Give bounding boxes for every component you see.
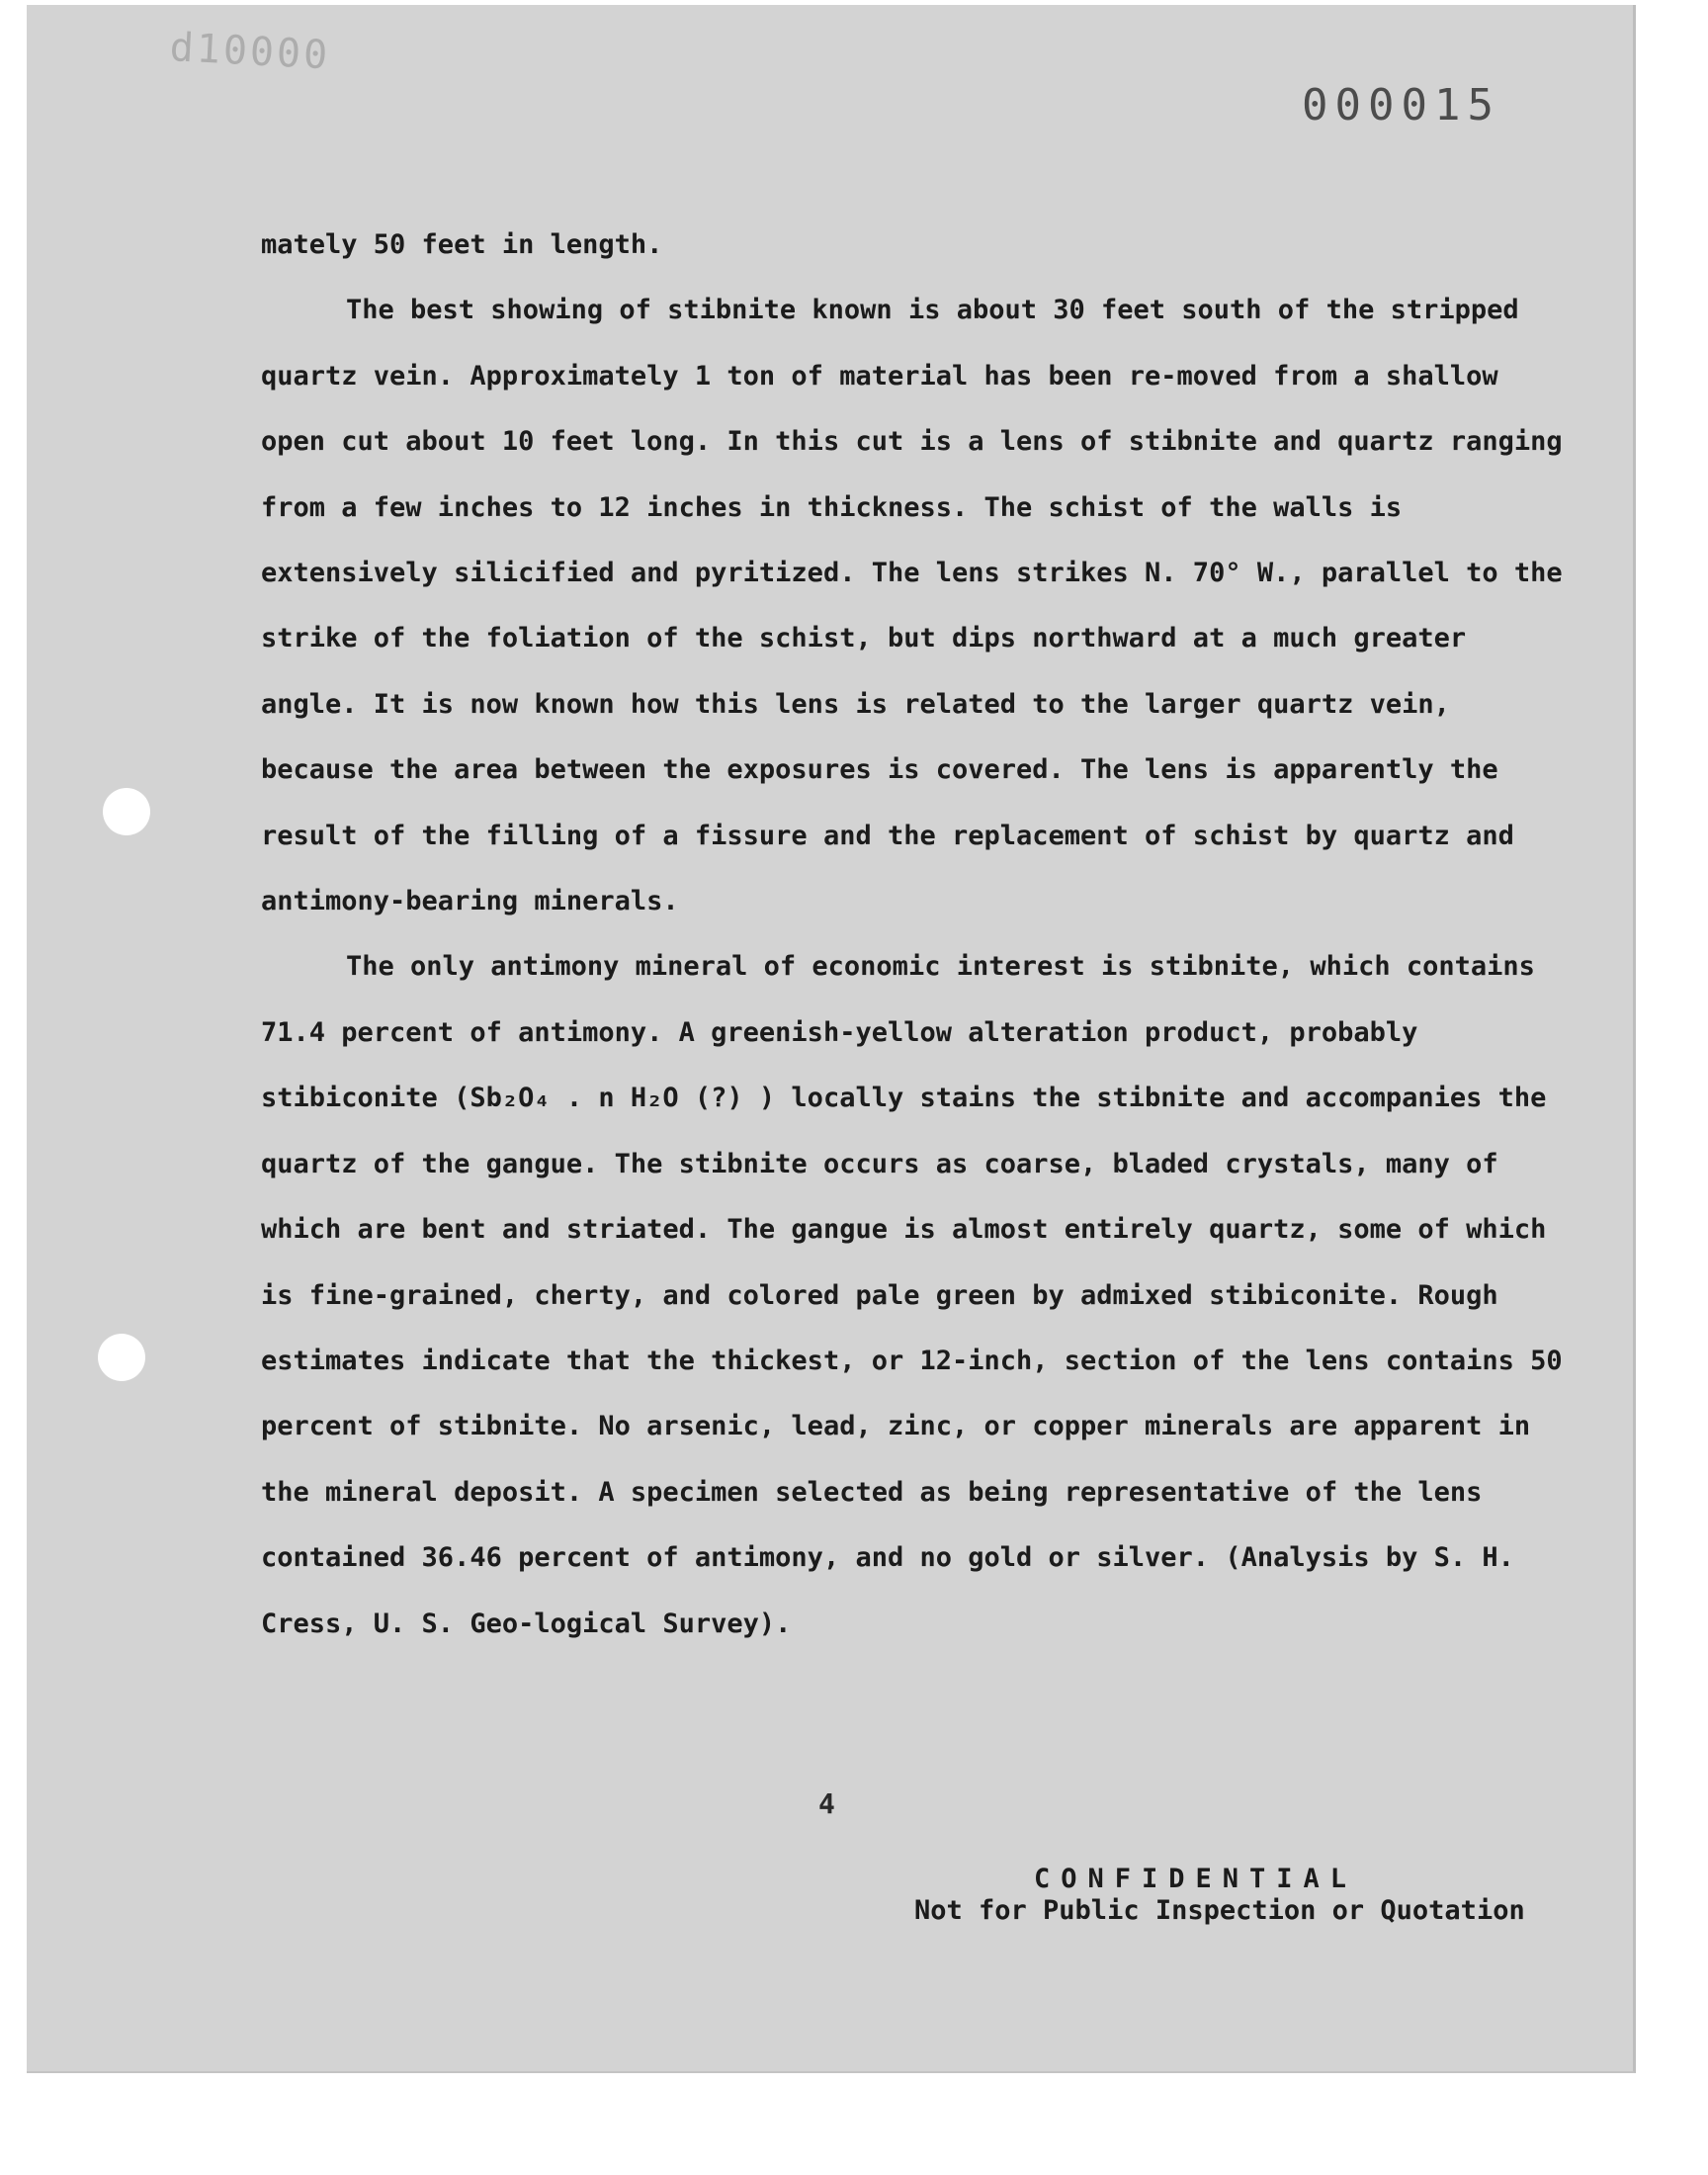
confidential-label: CONFIDENTIAL — [1034, 1864, 1358, 1894]
paragraph-antimony-mineral: The only antimony mineral of economic interest is stibnite, which contains 71.4 percent of antimony. A greenish-yellow alteration product, probably stibiconite (Sb₂O₄ . n H₂O (?) ) locally stains the stibnite and accompanies the quartz of the gangue. The stibnite occurs as coarse, bladed crystals, many of which are bent and striated. The gangue is almost entirely quartz, some of which is fine-grained, cherty, and colored pale green by admixed stibiconite. Rough estimates indicate that the thickest, or 12-inch, section of the lens contains 50 percent of stibnite. No arsenic, lead, zinc, or copper minerals are apparent in the mineral deposit. A specimen selected as being representative of the lens contained 36.46 percent of antimony, and no gold or silver. (Analysis by S. H. Cress, U. S. Geo‑logical Survey). — [261, 951, 1563, 1639]
paragraph-stibnite-showing: The best showing of stibnite known is about 30 feet south of the stripped quartz vein. Approximately 1 ton of material has been re‑moved from a shallow open cut about 10 feet long. In this cut is a lens of stibnite and quartz ranging from a few inches to 12 inches in thickness. The schist of the walls is extensively silicified and pyritized. The lens strikes N. 70° W., parallel to the strike of the foliation of the schist, but dips northward at a much greater angle. It is now known how this lens is related to the larger quartz vein, because the area between the exposures is covered. The lens is apparently the result of the filling of a fissure and the replacement of schist by quartz and antimony‑bearing minerals. — [261, 295, 1563, 917]
punch-hole-bottom — [98, 1334, 145, 1381]
paragraph-continuation: mately 50 feet in length. — [261, 229, 663, 260]
page-id-stamp: 000015 — [1302, 80, 1500, 130]
faded-stamp-number: d10000 — [168, 25, 332, 79]
confidential-notice: Not for Public Inspection or Quotation — [914, 1895, 1525, 1926]
page-number: 4 — [818, 1787, 835, 1820]
document-body — [261, 213, 1576, 1657]
punch-hole-top — [103, 788, 150, 835]
